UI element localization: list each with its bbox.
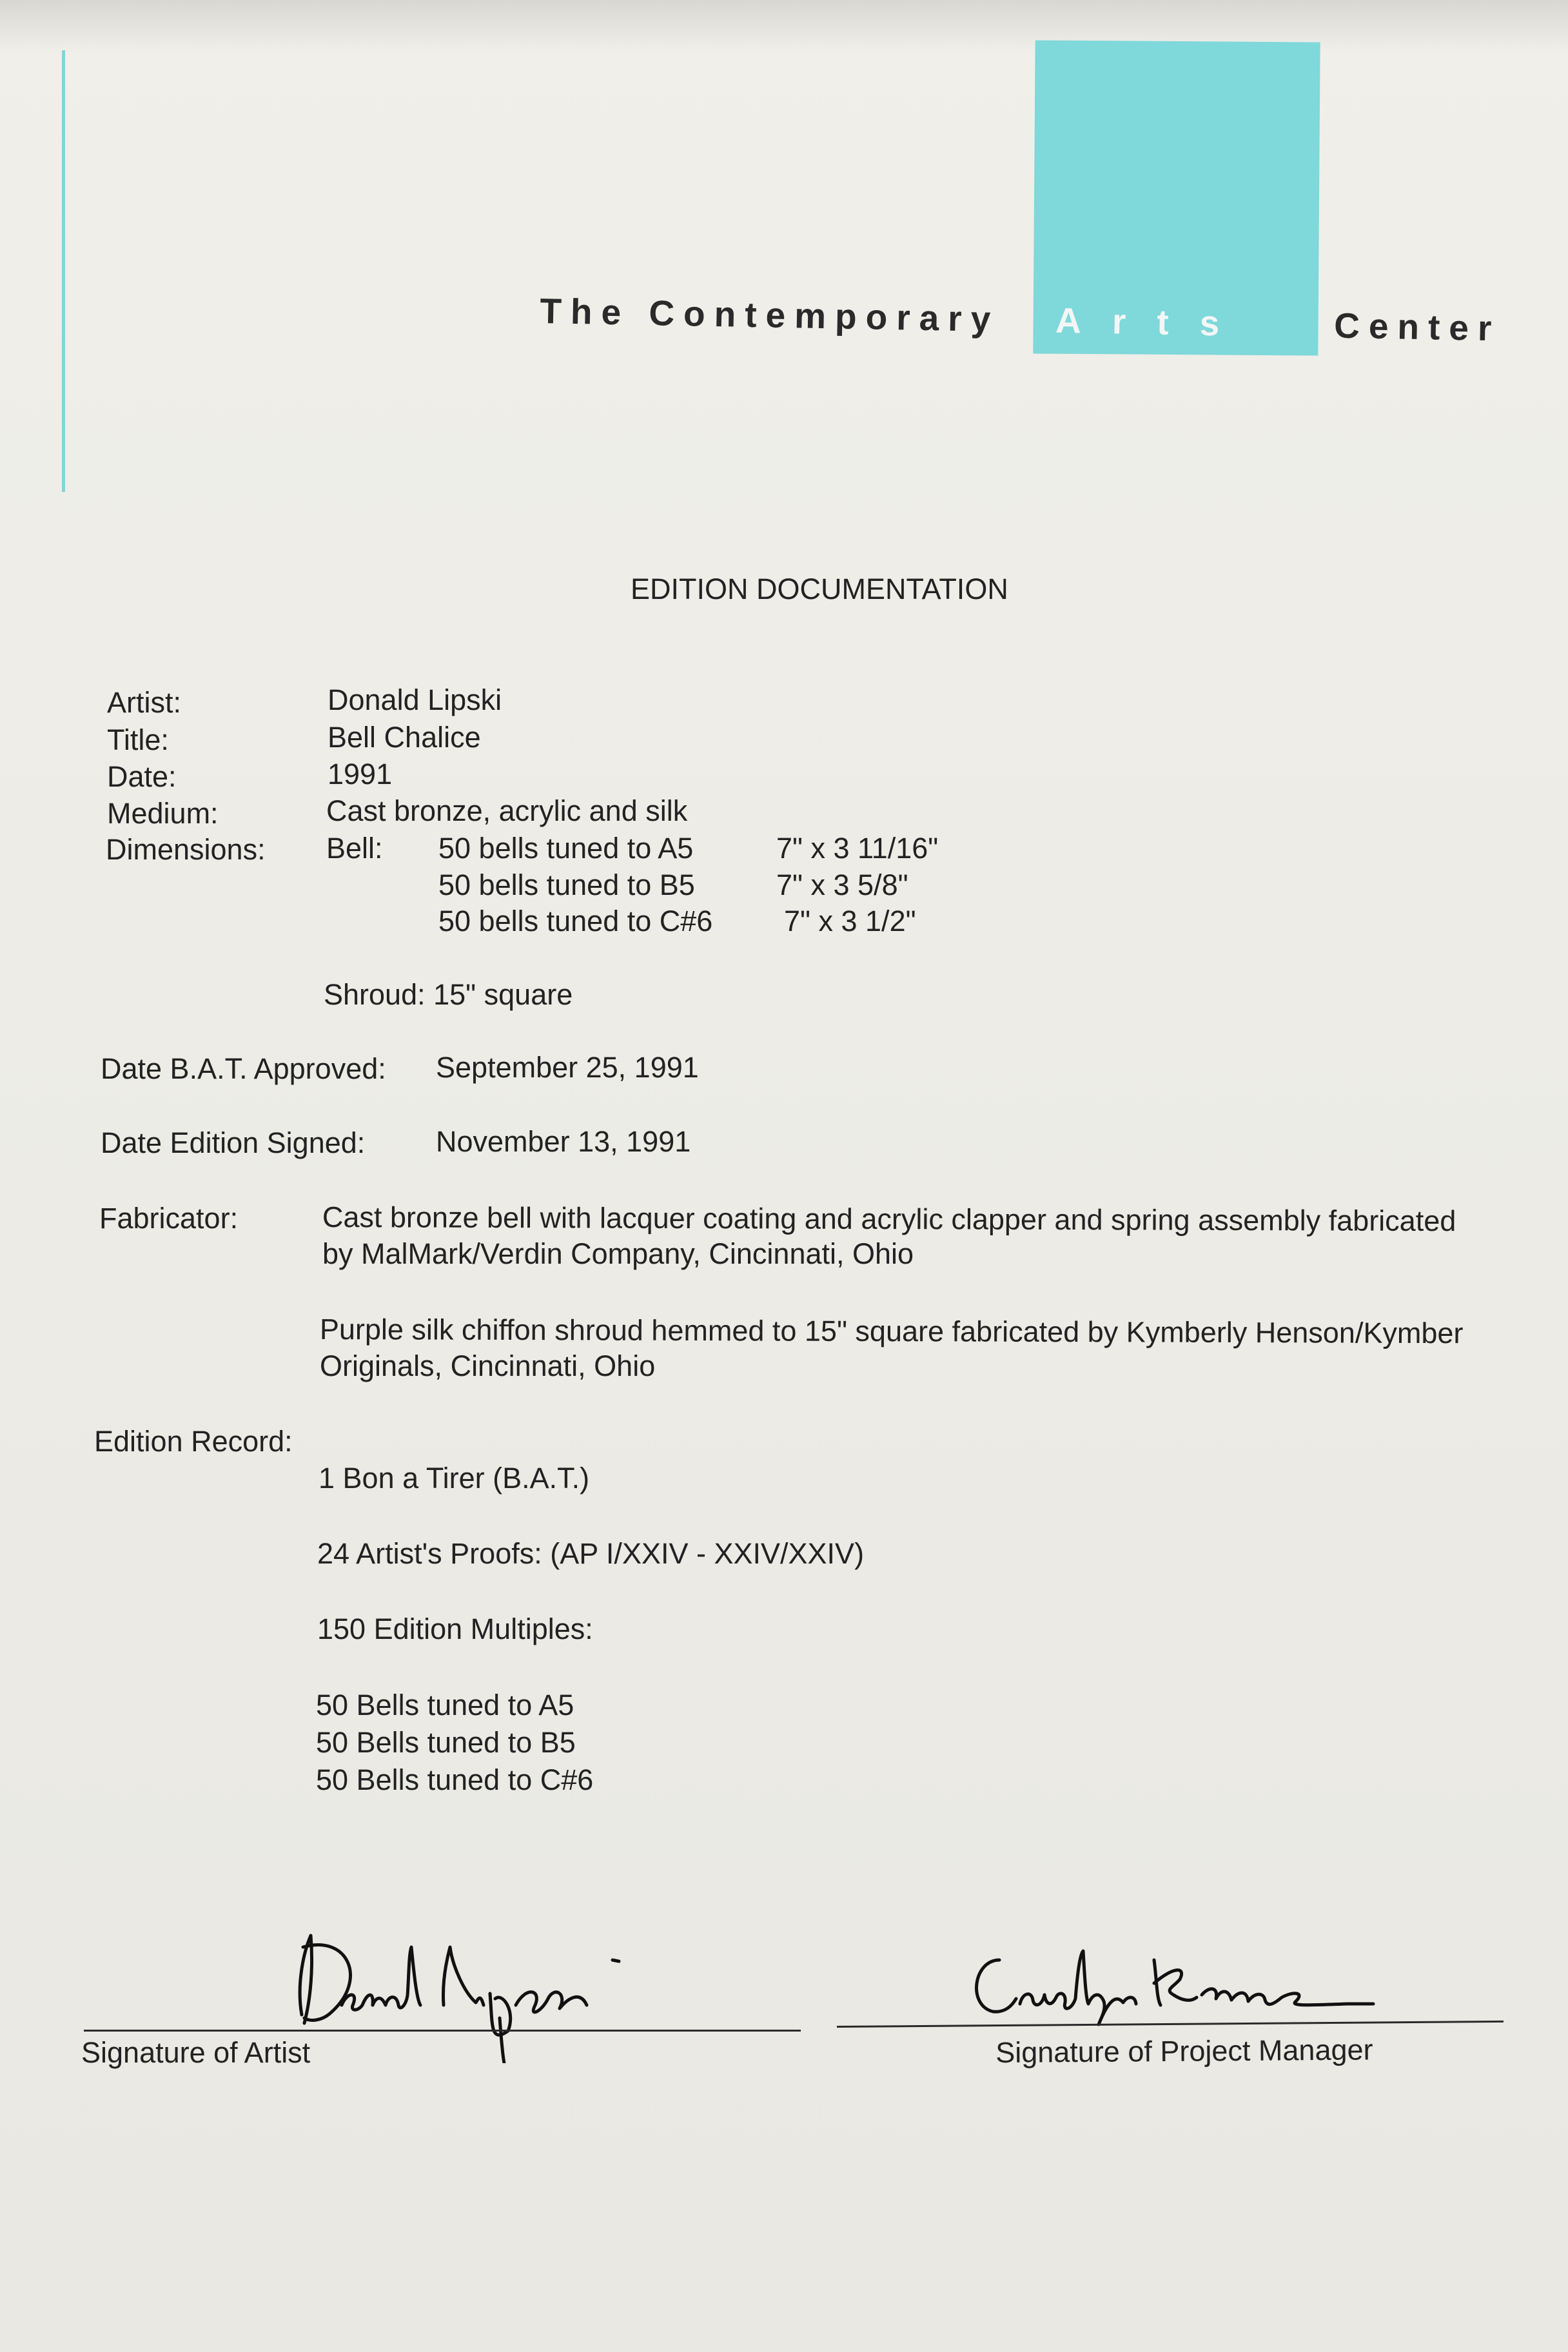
edition-multiple-item: 50 Bells tuned to C#6 bbox=[316, 1763, 594, 1796]
letterhead-center-word: Center bbox=[1333, 305, 1501, 349]
date-value: 1991 bbox=[328, 758, 393, 790]
page-top-shadow bbox=[0, 0, 1568, 52]
fabricator-label: Fabricator: bbox=[99, 1202, 239, 1235]
title-label: Title: bbox=[107, 723, 169, 756]
artist-signature bbox=[271, 1908, 645, 2063]
artist-signature-line bbox=[84, 2030, 801, 2032]
letterhead-arts-word: Arts bbox=[1055, 300, 1251, 344]
edition-signed-date: November 13, 1991 bbox=[436, 1125, 691, 1158]
shroud-dimension: Shroud: 15" square bbox=[324, 978, 573, 1011]
fabricator-text-line: by MalMark/Verdin Company, Cincinnati, Ohio bbox=[322, 1237, 914, 1270]
bell-label: Bell: bbox=[326, 832, 383, 865]
fabricator-text-line: Cast bronze bell with lacquer coating and acrylic clapper and spring assembly fabricated bbox=[322, 1200, 1456, 1238]
manager-signature bbox=[961, 1928, 1399, 2031]
bat-approved-date: September 25, 1991 bbox=[436, 1051, 699, 1084]
bell-variant-desc: 50 bells tuned to B5 bbox=[438, 868, 695, 901]
edition-record-item: 1 Bon a Tirer (B.A.T.) bbox=[318, 1462, 590, 1494]
accent-vertical-line bbox=[62, 50, 65, 492]
title-value: Bell Chalice bbox=[328, 721, 481, 754]
bell-variant-desc: 50 bells tuned to A5 bbox=[438, 832, 694, 865]
fabricator-text-line: Originals, Cincinnati, Ohio bbox=[320, 1349, 656, 1382]
bell-variant-desc: 50 bells tuned to C#6 bbox=[438, 905, 713, 937]
edition-record-label: Edition Record: bbox=[94, 1425, 293, 1458]
artist-value: Donald Lipski bbox=[328, 683, 502, 716]
manager-signature-label: Signature of Project Manager bbox=[995, 2033, 1373, 2069]
edition-record-item: 24 Artist's Proofs: (AP I/XXIV - XXIV/XXIV) bbox=[317, 1537, 865, 1570]
edition-multiple-item: 50 Bells tuned to B5 bbox=[316, 1726, 576, 1759]
edition-record-item: 150 Edition Multiples: bbox=[317, 1612, 593, 1645]
artist-label: Artist: bbox=[107, 686, 182, 719]
medium-value: Cast bronze, acrylic and silk bbox=[326, 794, 688, 827]
page-title: EDITION DOCUMENTATION bbox=[631, 573, 1008, 605]
fabricator-text-line: Purple silk chiffon shroud hemmed to 15" square fabricated by Kymberly Henson/Kymber bbox=[319, 1313, 1464, 1350]
date-label: Date: bbox=[107, 760, 177, 793]
letterhead-name-part: The Contemporary bbox=[539, 290, 1000, 340]
bat-approved-label: Date B.A.T. Approved: bbox=[101, 1052, 386, 1085]
bell-variant-size: 7" x 3 5/8" bbox=[776, 868, 908, 901]
bell-variant-size: 7" x 3 1/2" bbox=[784, 905, 916, 937]
artist-signature-label: Signature of Artist bbox=[81, 2036, 311, 2069]
edition-signed-label: Date Edition Signed: bbox=[101, 1126, 366, 1159]
letterhead bbox=[540, 290, 1520, 360]
edition-multiple-item: 50 Bells tuned to A5 bbox=[316, 1689, 574, 1721]
bell-variant-size: 7" x 3 11/16" bbox=[776, 832, 939, 865]
dimensions-label: Dimensions: bbox=[106, 833, 266, 866]
medium-label: Medium: bbox=[107, 797, 219, 830]
